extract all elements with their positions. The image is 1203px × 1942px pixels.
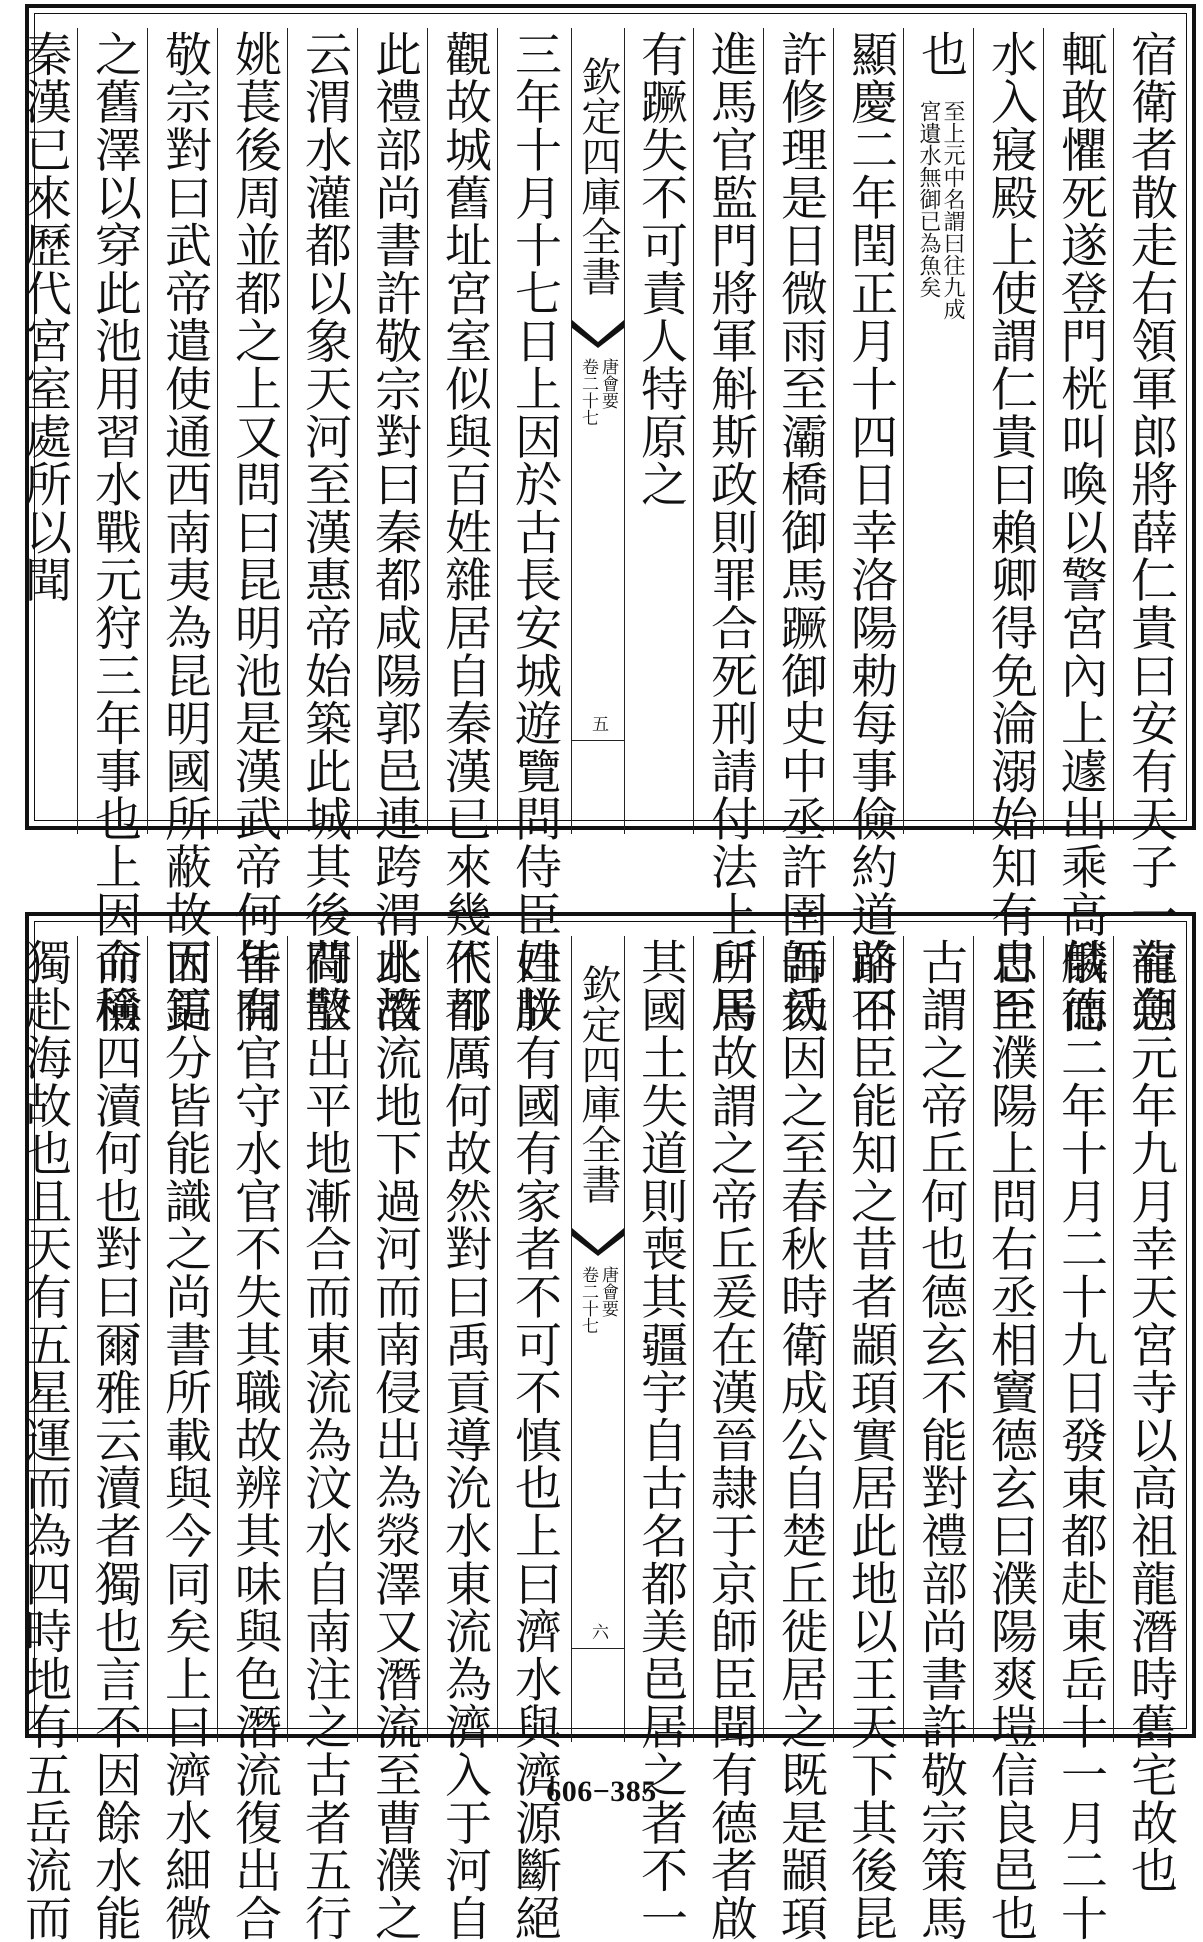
text-column: 日至濮陽上問右丞相竇德玄曰濮陽爽塏信良邑也 — [983, 938, 1038, 1942]
column-rule — [833, 28, 834, 834]
text-column: 麟德二年十月二十九日發東都赴東岳十一月二十 — [1053, 938, 1108, 1942]
center-spine — [571, 28, 625, 834]
text-column: 觀故城舊址宮室似與百姓雜居自秦漢已來幾代都 — [437, 30, 492, 1034]
text-column: 前曰臣能知之昔者顓頊實居此地以王天下其後昆 — [843, 938, 898, 1942]
text-column: 所居故謂之帝丘爰在漢晉隷于京師臣聞有德者啟 — [703, 938, 758, 1942]
text-column: 進馬官監門將軍斛斯政則罪合死刑請付法上曰馬 — [703, 30, 758, 1034]
text-column: 皆有官守水官不失其職故辨其味與色潛流復出合 — [227, 938, 282, 1942]
column-rule — [147, 28, 148, 834]
column-rule — [287, 936, 288, 1742]
column-rule — [217, 28, 218, 834]
folio-tick — [572, 740, 624, 741]
text-column: 吾氏因之至春秋時衛成公自楚丘徙居之既是顓頊 — [773, 938, 828, 1942]
column-rule — [693, 936, 694, 1742]
text-column: 龍朔元年九月幸天宮寺以高祖龍潛時舊宅故也 — [1123, 938, 1178, 1894]
text-column: 不可厲何故然對曰禹貢導沇水東流為濟入于河自 — [437, 938, 492, 1942]
column-rule — [287, 28, 288, 834]
text-column: 也 — [913, 30, 968, 78]
juan-number: 卷二十七 — [578, 358, 598, 426]
text-column: 姓故有國有家者不可不慎也上曰濟水與濟源斷絕 — [507, 938, 562, 1942]
annotation-line: 宮遺水無御已為魚矣 — [916, 100, 941, 298]
column-rule — [1043, 936, 1044, 1742]
fish-tail-mark-icon — [572, 1226, 624, 1256]
text-column: 古謂之帝丘何也德玄不能對禮部尚書許敬宗策馬 — [913, 938, 968, 1942]
column-rule — [833, 936, 834, 1742]
column-rule — [497, 28, 498, 834]
column-rule — [147, 936, 148, 1742]
column-rule — [217, 936, 218, 1742]
text-column: 姚萇後周並都之上又問曰昆明池是漢武帝何年開 — [227, 30, 282, 1034]
column-rule — [77, 28, 78, 834]
text-column: 其國土失道則喪其疆宇自古名都美邑居之者不一 — [633, 938, 688, 1942]
center-spine — [571, 936, 625, 1742]
column-rule — [763, 936, 764, 1742]
text-column: 間散出平地漸合而東流為汶水自南注之古者五行 — [297, 938, 352, 1942]
column-rule — [1113, 936, 1114, 1742]
text-column: 而稱四瀆何也對曰爾雅云瀆者獨也言不因餘水能 — [87, 938, 142, 1942]
folio-tick — [572, 1648, 624, 1649]
annotation-line: 至上元中名謂曰往九成 — [940, 100, 965, 320]
text-column: 輒敢懼死遂登門桄叫喚以警宮內上遽出乘高俄而 — [1053, 30, 1108, 1034]
column-rule — [903, 936, 904, 1742]
column-rule — [427, 936, 428, 1742]
juan-number: 卷二十七 — [578, 1266, 598, 1334]
text-column: 云渭水灌都以象天河至漢惠帝始築此城其後苻堅 — [297, 30, 352, 1034]
column-rule — [903, 28, 904, 834]
column-rule — [973, 936, 974, 1742]
book-title: 唐會要 — [598, 358, 618, 409]
text-column: 秦漢已來歷代宮室處所以聞 — [17, 30, 72, 604]
column-rule — [497, 936, 498, 1742]
collection-title: 欽定四庫全書 — [575, 56, 621, 296]
text-column: 敬宗對曰武帝遣使通西南夷為昆明國所蔽故因鎬 — [157, 30, 212, 1034]
text-column: 此禮部尚書許敬宗對曰秦都咸陽郭邑連跨渭水故 — [367, 30, 422, 1034]
column-rule — [1113, 28, 1114, 834]
text-column: 有蹶失不可責人特原之 — [633, 30, 688, 508]
text-column: 水入寢殿上使謂仁貴曰賴卿得免淪溺始知有忠臣 — [983, 30, 1038, 1034]
text-column: 而更分皆能識之尚書所載與今同矣上曰濟水細微 — [157, 938, 212, 1942]
column-rule — [427, 28, 428, 834]
folio-number: 六 — [588, 1622, 608, 1640]
text-column: 之舊澤以穿此池用習水戰元狩三年事也上因命檢 — [87, 30, 142, 1034]
page-border-inner — [17, 13, 1187, 1034]
folio-number: 五 — [588, 714, 608, 732]
text-column: 顯慶二年閏正月十四日幸洛陽勅每事儉約道路不 — [843, 30, 898, 1034]
fish-tail-mark-icon — [572, 318, 624, 348]
column-rule — [357, 936, 358, 1742]
column-rule — [763, 28, 764, 834]
text-column: 獨赴海故也且天有五星運而為四時地有五岳流而 — [17, 938, 72, 1942]
text-column: 三年十月十七日上因於古長安城遊覽問侍臣曰朕 — [507, 30, 562, 1034]
column-rule — [357, 28, 358, 834]
text-column-with-note — [907, 30, 973, 834]
text-column: 許修理是日微雨至灞橋御馬蹶御史中丞許圉師劾 — [773, 30, 828, 1034]
text-column: 此潛流地下過河而南侵出為滎澤又潛流至曹濮之 — [367, 938, 422, 1942]
text-column: 宿衛者散走右領軍郎將薛仁貴曰安有天子一有急 — [1123, 30, 1178, 1034]
column-rule — [973, 28, 974, 834]
column-rule — [77, 936, 78, 1742]
column-rule — [1043, 28, 1044, 834]
book-title: 唐會要 — [598, 1266, 618, 1317]
footer-page-number: 606−385 — [546, 1775, 657, 1808]
column-rule — [693, 28, 694, 834]
collection-title: 欽定四庫全書 — [575, 964, 621, 1204]
